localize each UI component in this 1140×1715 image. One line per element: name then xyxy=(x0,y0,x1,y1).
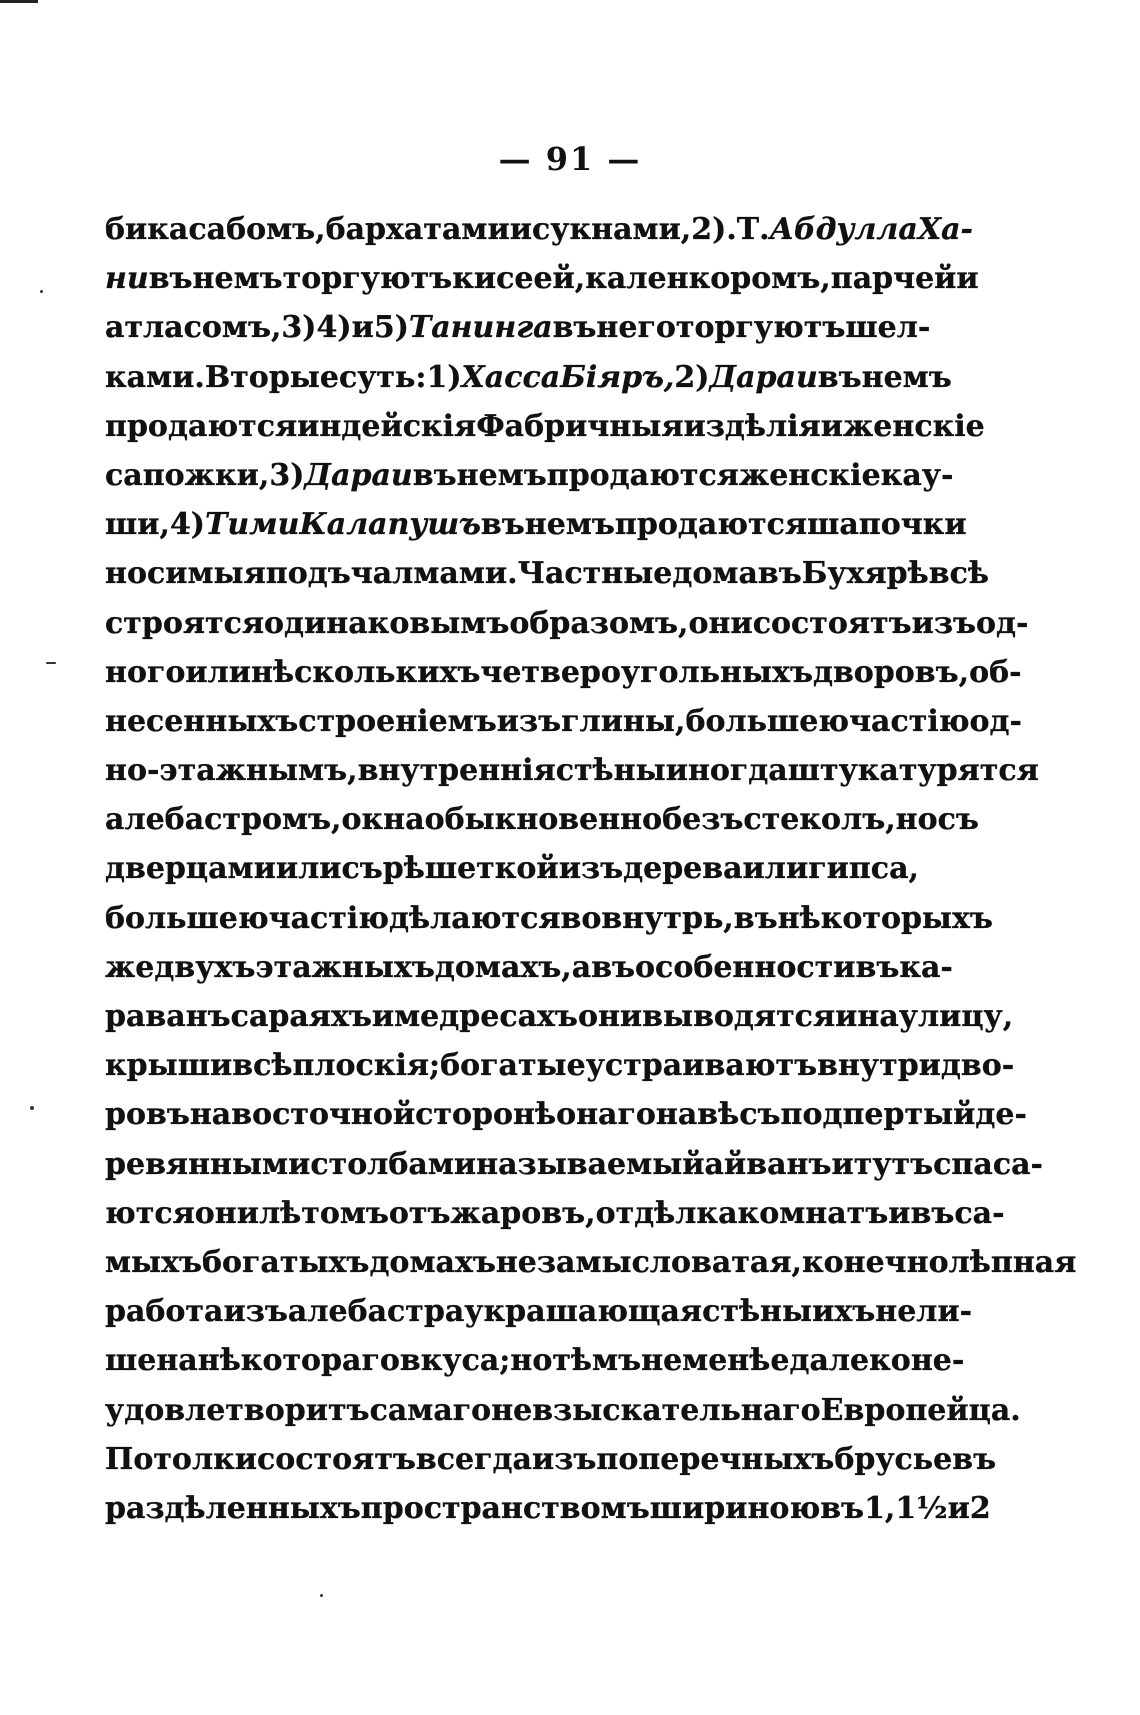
word: дѣлаются xyxy=(389,900,561,936)
word: этажныхъ xyxy=(255,949,435,985)
word: женскіе xyxy=(738,457,881,493)
word: женскіе xyxy=(842,408,985,444)
word: строятся xyxy=(105,605,265,641)
word: него xyxy=(596,310,676,346)
word: вкуса; xyxy=(399,1343,511,1379)
text-line xyxy=(105,451,954,500)
word: нѣсколькихъ xyxy=(251,654,481,690)
text-line xyxy=(105,844,919,893)
word: особенности xyxy=(635,949,856,985)
page-number: — 91 — xyxy=(498,140,642,178)
text-line xyxy=(105,1435,997,1484)
text-line xyxy=(105,1041,1015,1090)
word: 1) xyxy=(426,359,462,395)
word: раздѣленныхъ xyxy=(105,1490,361,1526)
word: мыхъ xyxy=(105,1244,203,1280)
word: поперечныхъ xyxy=(596,1441,835,1477)
scan-speck xyxy=(320,1594,323,1597)
word: или xyxy=(742,851,809,887)
word: Ха- xyxy=(917,212,973,247)
word: кисеей, xyxy=(452,261,586,297)
text-line xyxy=(105,1189,1005,1238)
word: удовлетворитъ xyxy=(105,1392,370,1428)
word: не xyxy=(875,1294,917,1330)
word: шапочки xyxy=(807,507,967,543)
text-line xyxy=(105,549,989,598)
word: и xyxy=(509,212,532,247)
word: всегда xyxy=(415,1441,532,1477)
word: изъ xyxy=(911,605,977,641)
word: менѣе xyxy=(682,1343,790,1379)
word: дерева xyxy=(623,851,743,887)
text-line xyxy=(105,1090,1027,1139)
word: и xyxy=(947,1490,970,1526)
word: всѣ xyxy=(928,556,989,592)
word: де- xyxy=(975,1097,1027,1133)
word: ровъ xyxy=(105,1097,190,1133)
word: издѣлія xyxy=(683,408,821,444)
word: ного xyxy=(105,654,186,690)
word: не xyxy=(641,1343,683,1379)
word: во xyxy=(560,900,602,936)
word: онаго xyxy=(556,1097,656,1133)
word: стѣны xyxy=(555,753,666,789)
word: на xyxy=(857,999,899,1034)
word: не- xyxy=(910,1343,965,1379)
word: съ xyxy=(341,851,383,887)
word: но xyxy=(510,1343,553,1379)
word: они xyxy=(577,999,643,1034)
word: дома xyxy=(672,556,758,592)
word: изъ xyxy=(496,703,562,739)
word: бархатами xyxy=(325,212,510,247)
body-text xyxy=(105,205,1077,1533)
word: и xyxy=(888,1195,911,1231)
word: алебастра xyxy=(287,1294,465,1330)
word: внутри xyxy=(817,1048,941,1084)
word: од- xyxy=(969,703,1022,739)
word: шена xyxy=(105,1343,198,1379)
word: 3) xyxy=(281,310,317,346)
word: на xyxy=(189,1097,232,1133)
word: Бухярѣ xyxy=(801,556,929,592)
word: изъ xyxy=(558,851,624,887)
word: 4) xyxy=(316,310,352,346)
word: въ xyxy=(910,1195,955,1231)
word: носимыя xyxy=(105,556,266,592)
word: образомъ, xyxy=(509,605,689,641)
word: двухъ xyxy=(154,949,256,985)
word: 1, xyxy=(864,1490,896,1526)
word: съ xyxy=(937,802,979,838)
word: торгуютъ xyxy=(675,310,846,346)
text-line xyxy=(105,697,1022,746)
word: парчей xyxy=(830,261,957,297)
word: лѣтомъ xyxy=(259,1195,389,1231)
word: всѣ xyxy=(232,1048,293,1084)
word: незамысловатая, xyxy=(495,1244,802,1280)
word: рѣшеткой xyxy=(382,851,559,887)
word: Дараи xyxy=(709,359,818,395)
word: устраиваютъ xyxy=(585,1048,818,1084)
word: брусьевъ xyxy=(834,1441,997,1477)
word: въ xyxy=(148,261,193,297)
word: комнатъ xyxy=(737,1195,889,1231)
word: четвероугольныхъ xyxy=(480,654,813,690)
word: богатые xyxy=(440,1048,586,1084)
word: Біяръ, xyxy=(560,359,675,395)
word: Калапушъ xyxy=(299,507,481,543)
word: ши, xyxy=(105,507,170,543)
text-line xyxy=(105,648,1022,697)
word: или xyxy=(275,851,342,887)
word: или xyxy=(185,654,252,690)
word: торгуютъ xyxy=(282,261,453,297)
word: 5) xyxy=(373,310,409,346)
text-line xyxy=(105,1287,973,1336)
word: большею xyxy=(105,900,269,936)
text-line xyxy=(105,353,952,402)
word: состоятъ xyxy=(752,605,912,641)
word: од- xyxy=(976,605,1029,641)
word: жаровъ, xyxy=(450,1195,596,1231)
word: работа xyxy=(105,1294,224,1330)
word: дво- xyxy=(940,1048,1015,1084)
word: и xyxy=(820,408,843,444)
word: и xyxy=(835,999,858,1034)
word: въ xyxy=(591,949,636,985)
word: ни xyxy=(105,261,149,297)
word: шел- xyxy=(845,310,931,346)
word: украшающая xyxy=(464,1294,703,1330)
word: ются xyxy=(105,1195,195,1231)
word: подпертый xyxy=(780,1097,976,1133)
word: пространствомъ xyxy=(360,1490,650,1526)
word: въ xyxy=(412,457,457,493)
word: внутрь, xyxy=(601,900,734,936)
word: они xyxy=(688,605,753,641)
scan-speck xyxy=(40,290,43,293)
word: немъ xyxy=(861,359,952,395)
word: 3) xyxy=(269,457,305,493)
word: раванъ xyxy=(105,999,231,1034)
word: восточной xyxy=(231,1097,416,1133)
text-line xyxy=(105,303,931,352)
text-line xyxy=(105,599,1029,648)
word: немъ xyxy=(456,457,547,493)
word: домахъ, xyxy=(434,949,572,985)
word: изъ xyxy=(223,1294,288,1330)
word: въ xyxy=(855,949,900,985)
text-line xyxy=(105,894,993,943)
word: иногда xyxy=(665,753,788,789)
word: Хасса xyxy=(461,359,561,395)
word: спаса- xyxy=(933,1146,1043,1182)
word: навѣсъ xyxy=(655,1097,781,1133)
word: Вторые xyxy=(204,359,339,395)
word: 4) xyxy=(169,507,206,543)
word: Фабричныя xyxy=(476,408,684,444)
word: стеколъ, xyxy=(743,802,896,838)
word: безъ xyxy=(662,802,744,838)
text-line xyxy=(105,943,953,992)
text-line xyxy=(105,1238,1077,1287)
word: айванъ xyxy=(704,1146,832,1182)
word: подъ xyxy=(265,556,351,592)
word: они xyxy=(194,1195,259,1231)
text-line xyxy=(105,402,985,451)
word: чалмами. xyxy=(350,556,518,592)
word: немъ xyxy=(192,261,283,297)
word: продаются xyxy=(546,457,739,493)
word: ихъ xyxy=(812,1294,876,1330)
word: конечно xyxy=(801,1244,949,1280)
word: Дараи xyxy=(304,457,413,493)
word: обыкновенно xyxy=(424,802,663,838)
word: а xyxy=(571,949,592,985)
word: же xyxy=(105,949,155,985)
word: атласомъ, xyxy=(105,310,282,346)
word: въ xyxy=(757,556,802,592)
word: плоскія; xyxy=(292,1048,441,1084)
scan-speck xyxy=(46,662,56,664)
word: отдѣлка xyxy=(595,1195,738,1231)
word: крыши xyxy=(105,1048,233,1084)
word: алебастромъ, xyxy=(105,802,342,838)
scan-corner-mark xyxy=(0,0,38,3)
word: частію xyxy=(849,703,970,739)
word: глины, xyxy=(561,703,686,739)
word: ревянными xyxy=(105,1146,311,1182)
word: и xyxy=(956,261,979,297)
word: немъ xyxy=(524,507,615,543)
word: состоятъ xyxy=(257,1441,416,1477)
text-line xyxy=(105,746,1039,795)
word: далеко xyxy=(789,1343,911,1379)
word: и xyxy=(351,310,374,346)
word: Европейца. xyxy=(820,1392,1021,1428)
word: строеніемъ xyxy=(298,703,497,739)
text-line xyxy=(105,992,1014,1041)
word: одинаковымъ xyxy=(264,605,510,641)
word: богатыхъ xyxy=(202,1244,370,1280)
text-line xyxy=(105,795,979,844)
word: 2 xyxy=(969,1490,991,1526)
word: 2). xyxy=(691,212,737,247)
word: дворовъ, xyxy=(812,654,970,690)
word: Тими xyxy=(205,507,300,543)
word: нѣкотораго xyxy=(197,1343,400,1379)
word: но xyxy=(895,802,938,838)
word: называемый xyxy=(476,1146,705,1182)
word: домахъ xyxy=(369,1244,496,1280)
word: медресахъ xyxy=(394,999,578,1034)
word: большею xyxy=(685,703,850,739)
word: и xyxy=(371,999,395,1034)
text-line xyxy=(105,500,967,549)
word: выводятся xyxy=(642,999,836,1034)
word: Т. xyxy=(736,212,770,247)
word: самаго xyxy=(369,1392,492,1428)
word: об- xyxy=(969,654,1022,690)
text-line xyxy=(105,1140,1043,1189)
text-line xyxy=(105,205,973,254)
text-line xyxy=(105,1336,965,1385)
word: сапожки, xyxy=(105,457,270,493)
text-line xyxy=(105,254,979,303)
word: улицу, xyxy=(898,999,1014,1034)
word: тутъ xyxy=(853,1146,934,1182)
word: невзыскательнаго xyxy=(491,1392,821,1428)
text-line xyxy=(105,1484,991,1533)
word: тѣмъ xyxy=(552,1343,642,1379)
word: изъ xyxy=(531,1441,597,1477)
word: и xyxy=(831,1146,854,1182)
word: столбами xyxy=(310,1146,477,1182)
word: гипса, xyxy=(808,851,919,887)
word: въ xyxy=(733,900,778,936)
word: сараяхъ xyxy=(230,999,372,1034)
word: частію xyxy=(268,900,390,936)
word: но-этажнымъ, xyxy=(105,753,358,789)
text-line xyxy=(105,1386,1021,1435)
word: каленкоромъ, xyxy=(585,261,831,297)
word: въ xyxy=(552,310,597,346)
word: въ xyxy=(817,359,862,395)
word: бикасабомъ, xyxy=(105,212,326,247)
word: въ xyxy=(480,507,525,543)
word: Абдулла xyxy=(769,212,918,247)
word: несенныхъ xyxy=(105,703,299,739)
word: дверцами xyxy=(105,851,276,887)
word: 1½ xyxy=(895,1490,948,1526)
word: стѣны xyxy=(702,1294,813,1330)
word: са- xyxy=(954,1195,1005,1231)
word: 2) xyxy=(674,359,710,395)
word: индейскія xyxy=(297,408,477,444)
word: штукатурятся xyxy=(787,753,1039,789)
word: лѣпная xyxy=(948,1244,1077,1280)
word: шириною xyxy=(649,1490,821,1526)
scan-speck xyxy=(30,1106,34,1110)
word: окна xyxy=(341,802,425,838)
word: кау- xyxy=(880,457,954,493)
word: сукнами, xyxy=(531,212,692,247)
word: ли- xyxy=(916,1294,973,1330)
word: ками. xyxy=(105,359,205,395)
word: Частные xyxy=(517,556,673,592)
word: отъ xyxy=(388,1195,451,1231)
word: въ xyxy=(820,1490,865,1526)
word: нѣкоторыхъ xyxy=(777,900,993,936)
word: внутреннія xyxy=(357,753,556,789)
word: продаются xyxy=(105,408,298,444)
word: суть: xyxy=(338,359,427,395)
word: сторонѣ xyxy=(415,1097,557,1133)
word: продаются xyxy=(614,507,808,543)
word: ка- xyxy=(899,949,953,985)
word: Потолки xyxy=(105,1441,258,1477)
word: Танинга xyxy=(408,310,553,346)
